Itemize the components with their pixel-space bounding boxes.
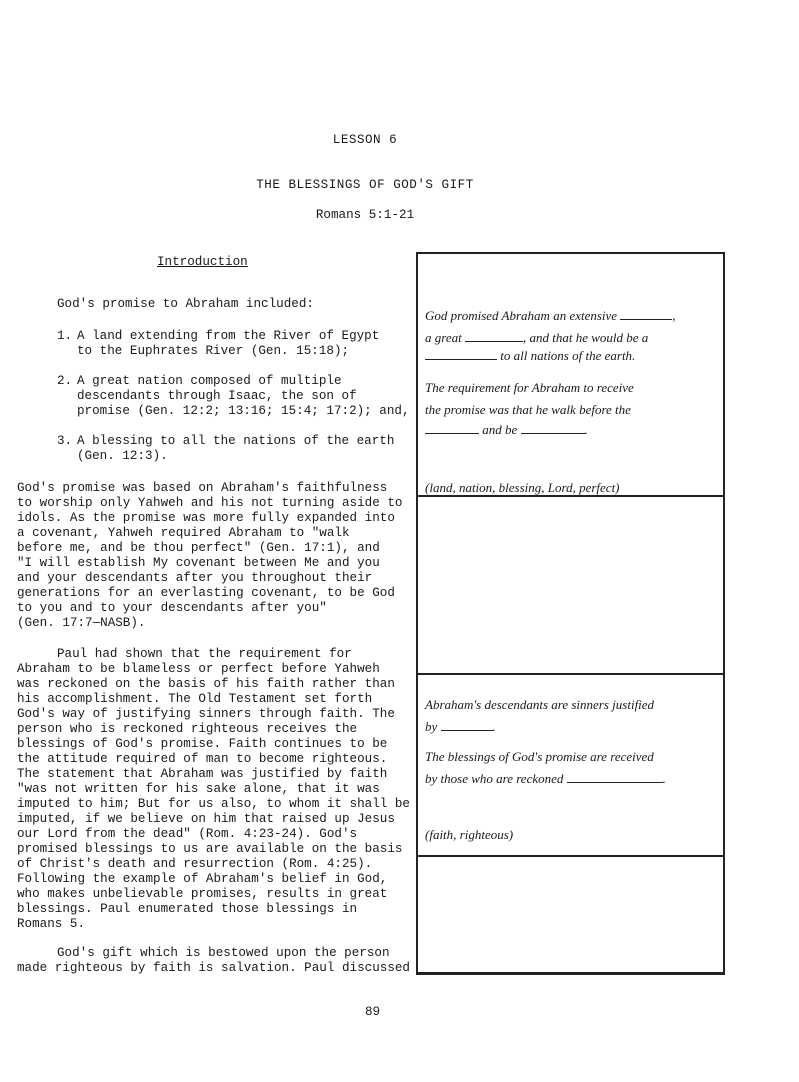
fill-blank[interactable] — [620, 308, 672, 320]
para1-line: before me, and be thou perfect" (Gen. 17:1), and — [17, 541, 380, 555]
para2-line: was reckoned on the basis of his faith rather than — [17, 677, 395, 691]
list-item-line: promise (Gen. 12:2; 13:16; 15:4; 17:2); and, — [77, 404, 410, 418]
para1-line: a covenant, Yahweh required Abraham to "walk — [17, 526, 350, 540]
para2-line: our Lord from the dead" (Rom. 4:23-24). God's — [17, 827, 358, 841]
box3-line: Abraham's descendants are sinners justified — [425, 697, 655, 712]
lesson-number: LESSON 6 — [332, 133, 398, 147]
para2-line: imputed to him; But for us also, to whom it shall be — [17, 797, 410, 811]
para2-line: blessings of God's promise. Faith continues to be — [17, 737, 388, 751]
section-heading: Introduction — [157, 255, 248, 269]
list-num: 3. — [57, 434, 73, 448]
list-num: 2. — [57, 374, 73, 388]
scripture-reference: Romans 5:1-21 — [315, 208, 415, 222]
para1-line: to you and to your descendants after you" — [17, 601, 327, 615]
list-item-line: A blessing to all the nations of the earth — [77, 434, 395, 448]
para2-line: Abraham to be blameless or perfect before Yahweh — [17, 662, 380, 676]
exercise-box-1 — [416, 252, 725, 497]
lesson-title: THE BLESSINGS OF GOD'S GIFT — [256, 178, 474, 192]
intro-line: God's promise to Abraham included: — [57, 297, 314, 311]
para2-line: Paul had shown that the requirement for — [57, 647, 352, 661]
para2-line: The statement that Abraham was justified by faith — [17, 767, 388, 781]
para2-line: blessings. Paul enumerated those blessings in — [17, 902, 358, 916]
para2-line: promised blessings to us are available on the basis — [17, 842, 403, 856]
box1-line: and be . — [425, 422, 588, 438]
para1-line: God's promise was based on Abraham's faithfulness — [17, 481, 388, 495]
list-item-line: to the Euphrates River (Gen. 15:18); — [77, 344, 350, 358]
list-item-line: (Gen. 12:3). — [77, 449, 168, 463]
box1-line: The requirement for Abraham to receive — [425, 380, 634, 395]
para1-line: to worship only Yahweh and his not turning aside to — [17, 496, 403, 510]
exercise-box-4 — [416, 855, 725, 975]
fill-blank[interactable] — [567, 771, 663, 783]
fill-blank[interactable] — [521, 422, 585, 434]
box1-line: to all nations of the earth. — [425, 348, 635, 364]
page-number: 89 — [365, 1005, 381, 1019]
para2-line: person who is reckoned righteous receives the — [17, 722, 358, 736]
box1-line: the promise was that he walk before the — [425, 402, 631, 417]
para1-line: and your descendants after you throughout their — [17, 571, 373, 585]
exercise-box-2 — [416, 495, 725, 675]
para2-line: who makes unbelievable promises, results in great — [17, 887, 388, 901]
box3-line: by those who are reckoned . — [425, 771, 666, 786]
list-item-line: A land extending from the River of Egypt — [77, 329, 380, 343]
exercise-box-3 — [416, 673, 725, 857]
para2-line: "was not written for his sake alone, that it was — [17, 782, 380, 796]
para2-line: Romans 5. — [17, 917, 86, 931]
box1-answers: (land, nation, blessing, Lord, perfect) — [425, 480, 620, 495]
para2-line: his accomplishment. The Old Testament set forth — [17, 692, 373, 706]
para2-line: the attitude required of man to become righteous. — [17, 752, 388, 766]
fill-blank[interactable] — [425, 422, 479, 434]
box1-line: God promised Abraham an extensive , — [425, 308, 676, 323]
box1-line: a great , and that he would be a — [425, 330, 649, 345]
para2-line: Following the example of Abraham's belief in God, — [17, 872, 388, 886]
para1-line: generations for an everlasting covenant, to be God — [17, 586, 395, 600]
para3-line: God's gift which is bestowed upon the person — [57, 946, 390, 960]
box3-line: The blessings of God's promise are received — [425, 749, 654, 764]
fill-blank[interactable] — [465, 330, 523, 342]
box3-line: by . — [425, 719, 496, 734]
fill-blank[interactable] — [441, 719, 493, 731]
para1-line: idols. As the promise was more fully expanded into — [17, 511, 395, 525]
box3-answers: (faith, righteous) — [425, 827, 514, 842]
para2-line: God's way of justifying sinners through faith. The — [17, 707, 395, 721]
list-num: 1. — [57, 329, 73, 343]
para1-line: (Gen. 17:7—NASB). — [17, 616, 146, 630]
list-item-line: descendants through Isaac, the son of — [77, 389, 357, 403]
para3-line: made righteous by faith is salvation. Paul discussed — [17, 961, 410, 975]
para2-line: of Christ's death and resurrection (Rom. 4:25). — [17, 857, 373, 871]
para1-line: "I will establish My covenant between Me and you — [17, 556, 380, 570]
para2-line: imputed, if we believe on him that raised up Jesus — [17, 812, 395, 826]
fill-blank[interactable] — [425, 348, 497, 360]
list-item-line: A great nation composed of multiple — [77, 374, 342, 388]
